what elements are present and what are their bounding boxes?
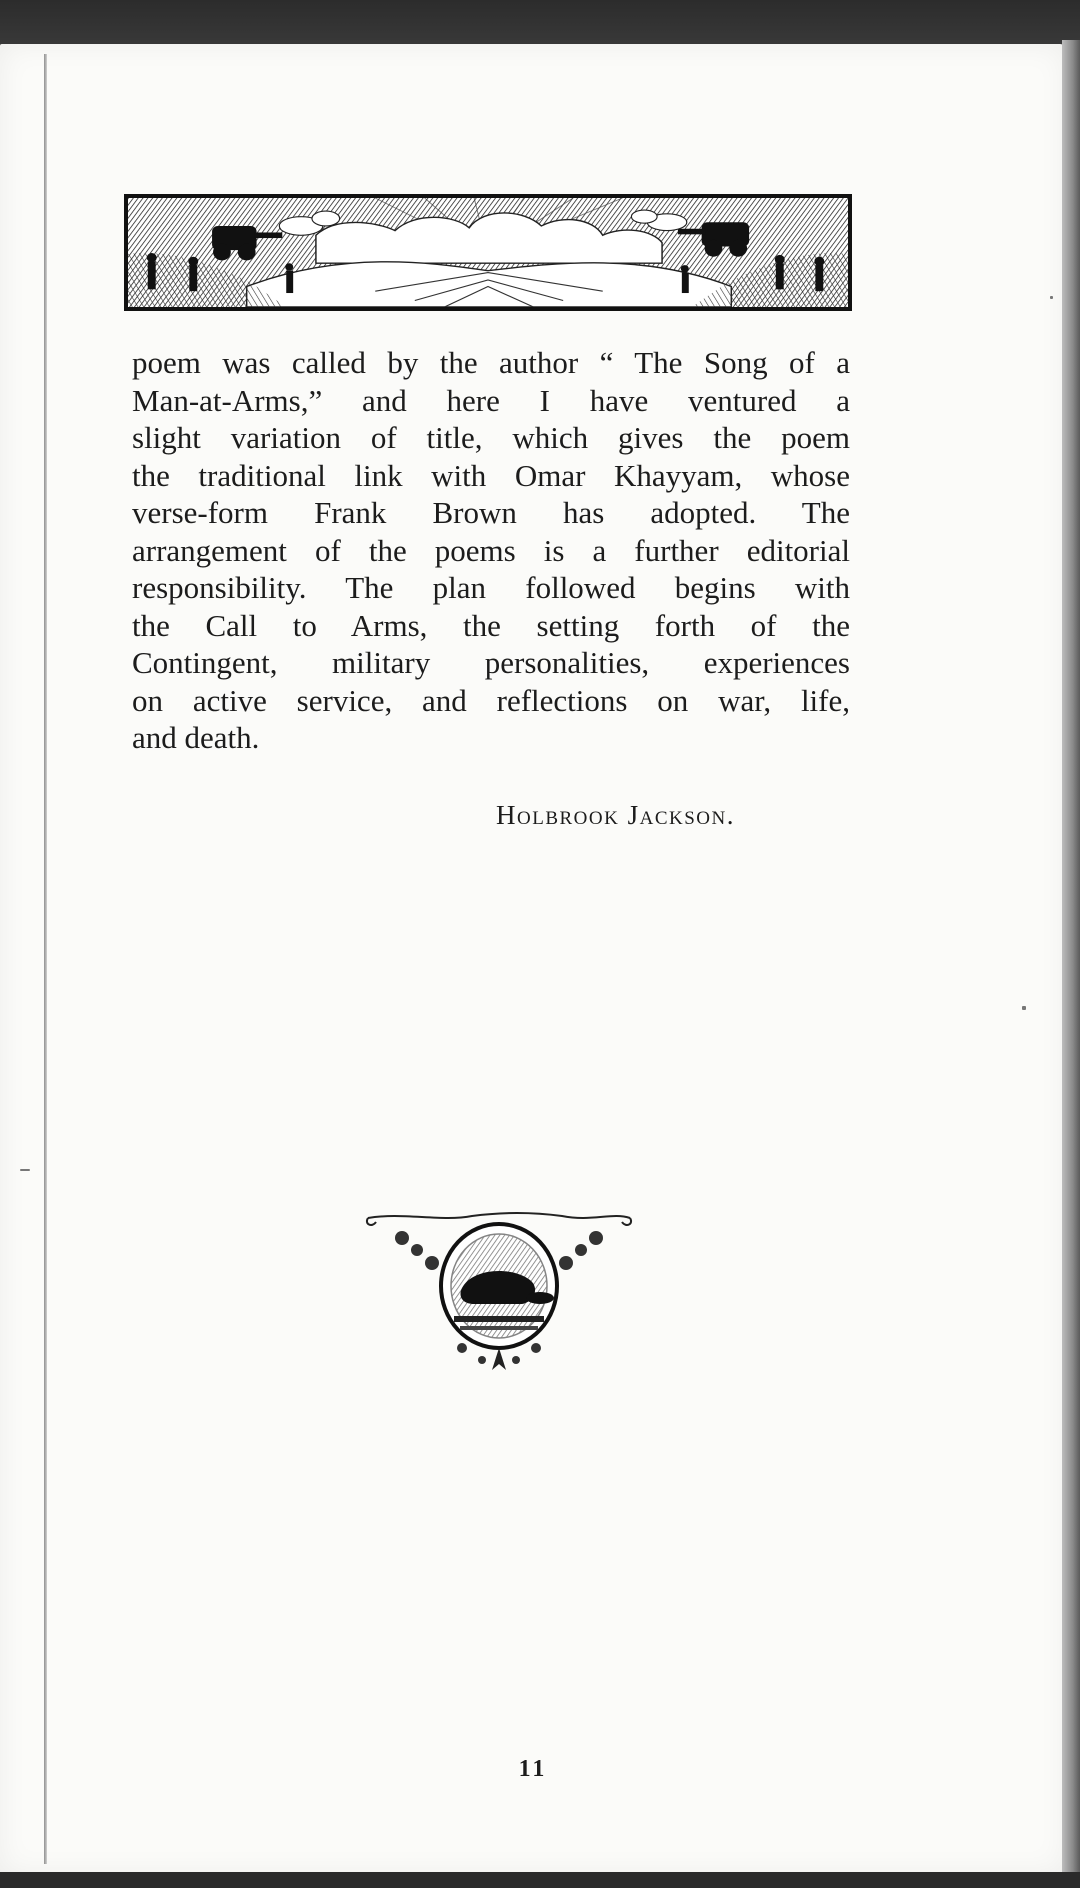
scan-speck (1022, 1006, 1026, 1010)
battlefield-engraving-icon (124, 194, 852, 311)
page-gutter (44, 54, 47, 1864)
text-line: slight variation of title, which gives the poem (132, 420, 850, 455)
body-paragraph (132, 344, 850, 757)
text-line: verse-form Frank Brown has adopted. The (132, 495, 850, 530)
text-line: responsibility. The plan followed begins with (132, 570, 850, 605)
scan-bottom-edge (0, 1872, 1080, 1888)
text-line: arrangement of the poems is a further editorial (132, 532, 850, 568)
text-line: poem was called by the author “ The Song of a (132, 345, 850, 380)
text-line: and death. (132, 720, 260, 755)
scan-speck (1050, 296, 1053, 299)
text-line: on active service, and reflections on war, life, (132, 682, 850, 718)
book-page (0, 44, 1066, 1874)
page-number: 11 (518, 1756, 548, 1782)
text-line: Man-at-Arms,” and here I have ventured a (132, 382, 850, 418)
text-line: the Call to Arms, the setting forth of the (132, 607, 850, 643)
scan-top-edge (0, 0, 1080, 50)
beaver-vignette-icon (362, 1208, 636, 1374)
text-line: the traditional link with Omar Khayyam, whose (132, 457, 850, 493)
author-signature: Holbrook Jackson. (496, 800, 735, 830)
scan-speck (20, 1169, 30, 1171)
text-line: Contingent, military personalities, experiences (132, 645, 850, 680)
scan-book-edge (1062, 40, 1080, 1888)
